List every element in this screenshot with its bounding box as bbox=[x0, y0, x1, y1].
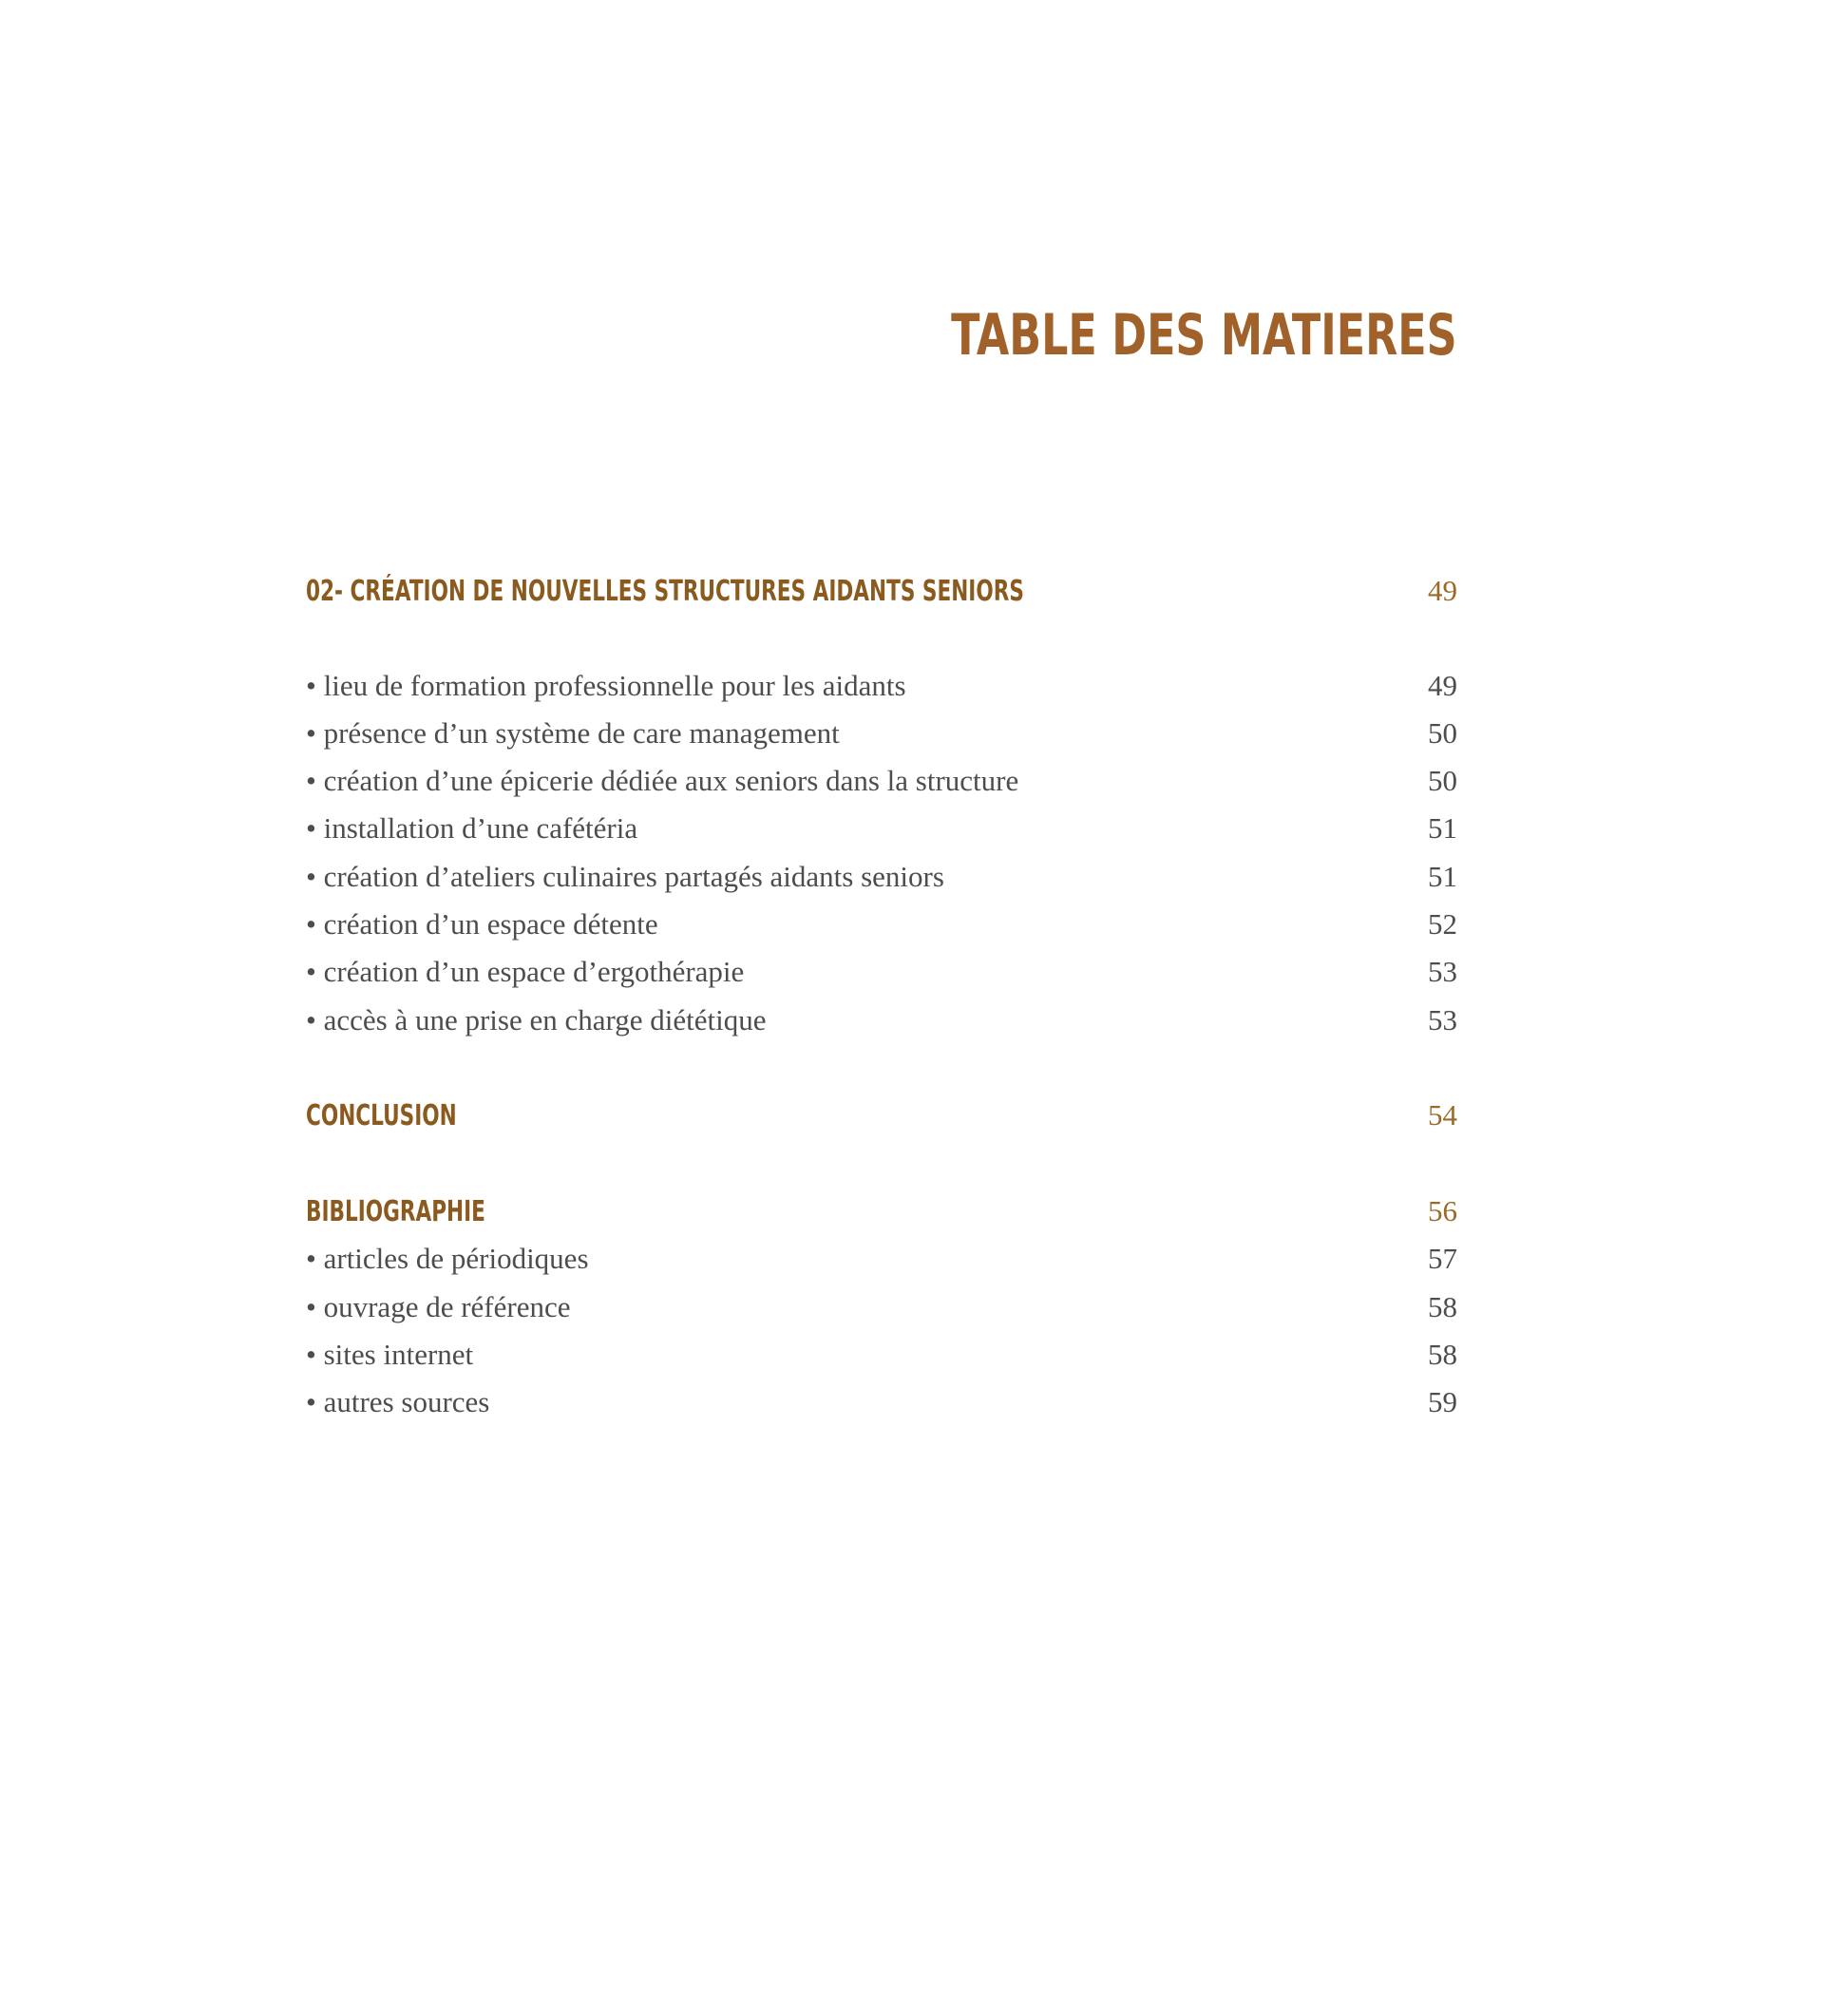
toc-entry[interactable] bbox=[306, 907, 1457, 949]
bullet-icon: • bbox=[306, 764, 324, 797]
toc-entry-text bbox=[306, 716, 840, 751]
toc-entry-page: 57 bbox=[1428, 1242, 1457, 1275]
toc-entry[interactable] bbox=[306, 1385, 1457, 1427]
toc-entry-page: 52 bbox=[1428, 907, 1457, 941]
toc-entry-label: sites internet bbox=[323, 1338, 474, 1371]
toc-entry-page: 58 bbox=[1428, 1290, 1457, 1323]
bullet-icon: • bbox=[306, 860, 324, 893]
toc-entry-text bbox=[306, 1290, 570, 1324]
toc-entry-page: 50 bbox=[1428, 716, 1457, 750]
bullet-icon: • bbox=[306, 1290, 324, 1323]
bullet-icon: • bbox=[306, 1385, 324, 1418]
toc-entry-text bbox=[306, 955, 744, 989]
bullet-icon: • bbox=[306, 811, 324, 845]
toc-entry[interactable] bbox=[306, 669, 1457, 711]
toc-entry-page: 50 bbox=[1428, 764, 1457, 797]
bullet-icon: • bbox=[306, 1242, 324, 1275]
toc-entry-label: accès à une prise en charge diététique bbox=[323, 1003, 767, 1037]
toc-heading[interactable] bbox=[306, 1194, 1457, 1236]
bullet-icon: • bbox=[306, 907, 324, 941]
toc-entry-text bbox=[306, 1385, 489, 1419]
toc-entry-text bbox=[306, 907, 658, 941]
toc-entry-text bbox=[306, 1003, 767, 1037]
bullet-icon: • bbox=[306, 955, 324, 988]
toc-entry-text bbox=[306, 811, 637, 846]
toc-heading[interactable] bbox=[306, 574, 1457, 616]
toc-entry-label: création d’un espace détente bbox=[323, 907, 658, 941]
toc-entry[interactable] bbox=[306, 811, 1457, 853]
bullet-icon: • bbox=[306, 716, 324, 750]
toc-entry-page: 51 bbox=[1428, 860, 1457, 893]
toc-heading-label: BIBLIOGRAPHIE bbox=[306, 1195, 485, 1228]
toc-entry[interactable] bbox=[306, 716, 1457, 758]
toc-entry-label: création d’ateliers culinaires partagés aidants seniors bbox=[323, 860, 944, 893]
toc-entry-text bbox=[306, 764, 1018, 798]
toc-heading-label: CONCLUSION bbox=[306, 1099, 457, 1132]
toc-heading-page: 56 bbox=[1428, 1194, 1457, 1227]
toc-entry[interactable] bbox=[306, 1290, 1457, 1332]
toc-entry-text bbox=[306, 1338, 473, 1372]
toc-entry-page: 59 bbox=[1428, 1385, 1457, 1418]
toc-entry-text bbox=[306, 1242, 589, 1276]
toc-entry[interactable] bbox=[306, 1003, 1457, 1045]
toc-heading-page: 54 bbox=[1428, 1098, 1457, 1132]
toc-entry-page: 51 bbox=[1428, 811, 1457, 845]
toc-heading-page: 49 bbox=[1428, 574, 1457, 607]
toc-entry-page: 49 bbox=[1428, 669, 1457, 702]
toc-entry-label: lieu de formation professionnelle pour les aidants bbox=[323, 669, 906, 702]
toc-entry-text bbox=[306, 860, 944, 894]
toc-entry[interactable] bbox=[306, 860, 1457, 902]
bullet-icon: • bbox=[306, 669, 324, 702]
toc-entry-label: création d’un espace d’ergothérapie bbox=[323, 955, 745, 988]
toc-entry-page: 58 bbox=[1428, 1338, 1457, 1371]
toc-entry-label: installation d’une cafétéria bbox=[323, 811, 638, 845]
toc-entry-page: 53 bbox=[1428, 1003, 1457, 1037]
toc-entry-label: ouvrage de référence bbox=[323, 1290, 571, 1323]
toc-entry-label: création d’une épicerie dédiée aux seniors dans la structure bbox=[323, 764, 1019, 797]
toc-entry[interactable] bbox=[306, 1242, 1457, 1284]
toc-heading[interactable] bbox=[306, 1098, 1457, 1140]
page-title: TABLE DES MATIERES bbox=[951, 302, 1457, 369]
toc-entry[interactable] bbox=[306, 955, 1457, 997]
bullet-icon: • bbox=[306, 1003, 324, 1037]
toc-entry[interactable] bbox=[306, 764, 1457, 806]
toc-entry[interactable] bbox=[306, 1338, 1457, 1379]
toc-entry-label: articles de périodiques bbox=[323, 1242, 589, 1275]
toc-entry-label: présence d’un système de care management bbox=[323, 716, 840, 750]
toc-heading-label: 02- CRÉATION DE NOUVELLES STRUCTURES AIDANTS SENIORS bbox=[306, 575, 1024, 608]
toc-entry-label: autres sources bbox=[323, 1385, 490, 1418]
toc-entry-text bbox=[306, 669, 906, 703]
bullet-icon: • bbox=[306, 1338, 324, 1371]
toc-entry-page: 53 bbox=[1428, 955, 1457, 988]
